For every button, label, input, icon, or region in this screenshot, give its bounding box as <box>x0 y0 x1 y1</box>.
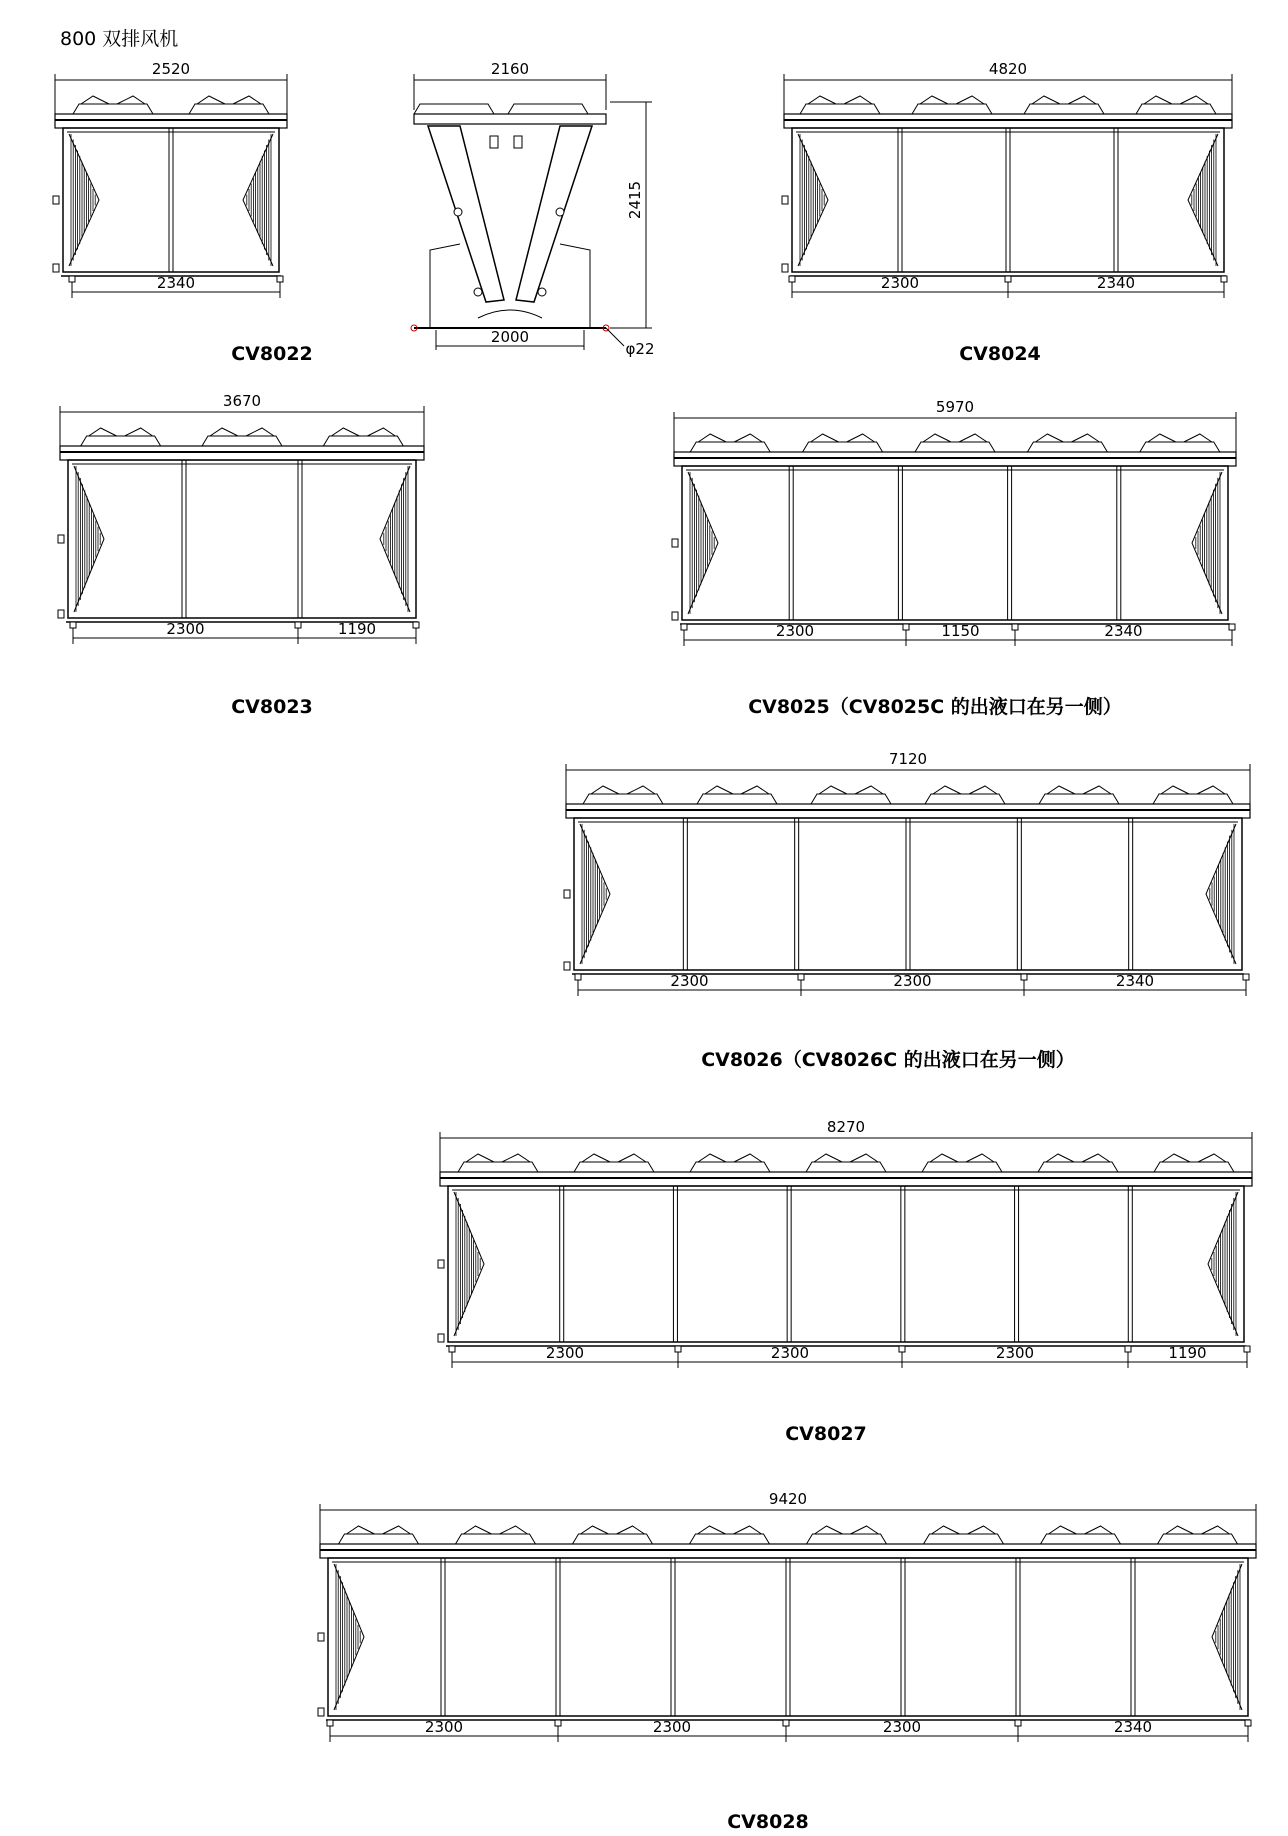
fan-guard <box>1180 96 1208 104</box>
fan-guard <box>1068 96 1096 104</box>
fan-icon <box>1136 96 1216 114</box>
segment-dimension-label: 2300 <box>775 622 815 640</box>
fan-guard <box>847 434 875 442</box>
coil-frame <box>68 460 416 618</box>
port-circle <box>454 208 462 216</box>
inlet-connector <box>318 1633 324 1641</box>
unit-cv8022 <box>53 60 313 365</box>
fan-icon <box>414 104 494 114</box>
segment-dimension-label: 2300 <box>893 972 932 990</box>
coil-frame <box>682 466 1228 620</box>
fan-icon <box>73 96 153 114</box>
fan-housing <box>915 442 995 452</box>
fan-guard <box>819 786 847 794</box>
fan-guard <box>89 428 117 436</box>
fan-guard <box>502 1154 530 1162</box>
fan-housing <box>912 104 992 114</box>
fan-guard <box>618 1154 646 1162</box>
inlet-connector <box>58 535 64 543</box>
fan-guard <box>582 1154 610 1162</box>
fan-guard <box>920 96 948 104</box>
fan-housing <box>1140 442 1220 452</box>
fan-housing <box>189 104 269 114</box>
fan-guard <box>734 1154 762 1162</box>
fan-icon <box>508 104 588 114</box>
model-caption: CV8028 <box>727 1811 809 1833</box>
fan-guard <box>81 96 109 104</box>
model-caption: CV8026（CV8026C 的出液口在另一侧） <box>701 1049 1075 1071</box>
fan-guard <box>698 1526 726 1534</box>
segment-dimension-label: 2340 <box>1096 274 1136 292</box>
fan-guard <box>811 434 839 442</box>
drain-pan <box>478 310 542 318</box>
fan-guard <box>850 1154 878 1162</box>
coil-fins-right <box>1188 134 1218 266</box>
support-foot <box>1243 974 1249 980</box>
fan-icon <box>690 434 770 452</box>
fan-icon <box>690 1154 770 1172</box>
segment-dimension-label: 1150 <box>941 622 980 640</box>
fan-guard <box>923 434 951 442</box>
support-foot <box>681 624 687 630</box>
fan-housing <box>925 794 1005 804</box>
overall-dimension-label: 2520 <box>151 60 191 78</box>
fan-housing <box>573 1534 653 1544</box>
port-circle <box>538 288 546 296</box>
fan-guard <box>705 786 733 794</box>
fan-icon <box>202 428 282 446</box>
fan-guard <box>125 428 153 436</box>
fan-guard <box>233 96 261 104</box>
fan-guard <box>1166 1526 1194 1534</box>
fan-icon <box>803 434 883 452</box>
fan-housing <box>690 1162 770 1172</box>
fan-guard <box>210 428 238 436</box>
segment-dimension-label: 2340 <box>156 274 196 292</box>
fan-housing <box>806 1162 886 1172</box>
support-foot <box>1125 1346 1131 1352</box>
outlet-connector <box>672 612 678 620</box>
fan-icon <box>924 1526 1004 1544</box>
coil-fins-left <box>74 466 104 612</box>
top-width-label: 2160 <box>490 60 530 78</box>
support-foot <box>1221 276 1227 282</box>
fan-icon <box>915 434 995 452</box>
fan-housing <box>458 1162 538 1172</box>
unit-cv8026 <box>564 750 1250 1071</box>
outlet-connector <box>564 962 570 970</box>
fan-housing <box>1024 104 1104 114</box>
fan-guard <box>367 428 395 436</box>
fan-icon <box>323 428 403 446</box>
coil-frame <box>448 1186 1244 1342</box>
fan-guard <box>1148 434 1176 442</box>
fan-guard <box>1197 786 1225 794</box>
fan-guard <box>1085 1526 1113 1534</box>
outlet-connector <box>438 1334 444 1342</box>
fan-guard <box>581 1526 609 1534</box>
fan-housing <box>811 794 891 804</box>
model-caption: CV8027 <box>785 1423 867 1445</box>
coil-frame <box>792 128 1224 272</box>
segment-dimension-label: 2300 <box>670 972 709 990</box>
fan-guard <box>464 1526 492 1534</box>
overall-dimension-label: 7120 <box>888 750 928 768</box>
fan-housing <box>922 1162 1002 1172</box>
base-width-label: 2000 <box>490 328 530 346</box>
hole-diameter-label: φ22 <box>625 340 655 358</box>
overall-dimension-label: 3670 <box>222 392 262 410</box>
fan-guard <box>331 428 359 436</box>
fan-guard <box>1161 786 1189 794</box>
fan-icon <box>922 1154 1002 1172</box>
unit-cv8023 <box>58 392 424 718</box>
leg-right <box>560 244 590 328</box>
fan-icon <box>574 1154 654 1172</box>
coil-fins-left <box>688 472 718 614</box>
fan-icon <box>1154 1154 1234 1172</box>
fan-guard <box>1198 1154 1226 1162</box>
fan-housing <box>583 794 663 804</box>
pipe-connector <box>514 136 522 148</box>
coil-frame <box>328 1558 1248 1716</box>
fan-housing <box>690 442 770 452</box>
fan-housing <box>1158 1534 1238 1544</box>
fan-guard <box>466 1154 494 1162</box>
segment-dimension-label: 2300 <box>652 1718 692 1736</box>
coil-right <box>516 126 592 302</box>
overall-dimension-label: 4820 <box>988 60 1028 78</box>
coil-fins-left <box>334 1564 364 1710</box>
support-foot <box>1015 1720 1021 1726</box>
fan-icon <box>925 786 1005 804</box>
coil-fins-left <box>798 134 828 266</box>
fan-housing <box>1041 1534 1121 1544</box>
coil-fins-right <box>1206 824 1236 964</box>
fan-guard <box>968 1526 996 1534</box>
fan-icon <box>583 786 663 804</box>
support-foot <box>783 1720 789 1726</box>
fan-icon <box>1153 786 1233 804</box>
fan-housing <box>924 1534 1004 1544</box>
fan-icon <box>807 1526 887 1544</box>
fan-guard <box>1046 1154 1074 1162</box>
fan-guard <box>844 96 872 104</box>
fan-housing <box>807 1534 887 1544</box>
unit-cv8025 <box>672 398 1236 718</box>
fan-icon <box>811 786 891 804</box>
coil-fins-right <box>1208 1192 1238 1336</box>
fan-guard <box>1162 1154 1190 1162</box>
coil-left <box>428 126 504 302</box>
fan-housing <box>690 1534 770 1544</box>
outlet-connector <box>318 1708 324 1716</box>
coil-fins-left <box>580 824 610 964</box>
fan-housing <box>1153 794 1233 804</box>
fan-icon <box>458 1154 538 1172</box>
segment-dimension-label: 2300 <box>770 1344 810 1362</box>
fan-housing <box>1154 1162 1234 1172</box>
segment-dimension-label: 2300 <box>995 1344 1035 1362</box>
fan-icon <box>81 428 161 446</box>
fan-guard <box>347 1526 375 1534</box>
fan-guard <box>1071 434 1099 442</box>
page-title: 800 双排风机 <box>60 28 179 50</box>
fan-guard <box>808 96 836 104</box>
fan-housing <box>1136 104 1216 114</box>
fan-guard <box>734 1526 762 1534</box>
fan-guard <box>698 434 726 442</box>
segment-dimension-label: 2300 <box>882 1718 922 1736</box>
support-foot <box>295 622 301 628</box>
segment-dimension-label: 2300 <box>880 274 920 292</box>
segment-dimension-label: 2300 <box>545 1344 585 1362</box>
fan-guard <box>1035 434 1063 442</box>
fan-guard <box>627 786 655 794</box>
fan-icon <box>1038 1154 1118 1172</box>
model-caption: CV8024 <box>959 343 1041 365</box>
fan-housing <box>202 436 282 446</box>
fan-guard <box>814 1154 842 1162</box>
support-foot <box>903 624 909 630</box>
support-foot <box>70 622 76 628</box>
fan-guard <box>956 96 984 104</box>
support-foot <box>575 974 581 980</box>
segment-dimension-label: 2300 <box>166 620 205 638</box>
support-foot <box>1005 276 1011 282</box>
coil-fins-right <box>243 134 273 266</box>
support-foot <box>413 622 419 628</box>
fan-guard <box>117 96 145 104</box>
segment-dimension-label: 2340 <box>1115 972 1155 990</box>
fan-guard <box>1032 96 1060 104</box>
fan-icon <box>1039 786 1119 804</box>
support-foot <box>899 1346 905 1352</box>
coil-frame <box>574 818 1242 970</box>
support-foot <box>277 276 283 282</box>
fan-deck <box>414 114 606 124</box>
fan-guard <box>617 1526 645 1534</box>
coil-fins-left <box>454 1192 484 1336</box>
fan-housing <box>697 794 777 804</box>
fan-icon <box>573 1526 653 1544</box>
segment-dimension-label: 1190 <box>1168 1344 1207 1362</box>
model-caption: CV8025（CV8025C 的出液口在另一侧） <box>748 696 1122 718</box>
support-foot <box>555 1720 561 1726</box>
support-foot <box>789 276 795 282</box>
unit-cv8028 <box>318 1490 1256 1833</box>
fan-housing <box>73 104 153 114</box>
fan-housing <box>1027 442 1107 452</box>
fan-guard <box>855 786 883 794</box>
fan-icon <box>1041 1526 1121 1544</box>
model-caption: CV8023 <box>231 696 313 718</box>
fan-guard <box>966 1154 994 1162</box>
fan-guard <box>734 434 762 442</box>
overall-dimension-label: 5970 <box>935 398 975 416</box>
fan-guard <box>851 1526 879 1534</box>
fan-guard <box>1082 1154 1110 1162</box>
end-view <box>411 60 654 358</box>
port-circle <box>556 208 564 216</box>
fan-housing <box>456 1534 536 1544</box>
fan-guard <box>959 434 987 442</box>
fan-guard <box>1047 786 1075 794</box>
unit-cv8027 <box>438 1118 1252 1445</box>
outlet-connector <box>53 264 59 272</box>
fan-icon <box>339 1526 419 1544</box>
fan-icon <box>1024 96 1104 114</box>
fan-guard <box>932 1526 960 1534</box>
inlet-connector <box>672 539 678 547</box>
leader-line <box>606 328 624 346</box>
fan-guard <box>591 786 619 794</box>
fan-housing <box>1039 794 1119 804</box>
fan-guard <box>1049 1526 1077 1534</box>
coil-fins-right <box>1192 472 1222 614</box>
support-foot <box>1244 1346 1250 1352</box>
fan-icon <box>697 786 777 804</box>
fan-guard <box>930 1154 958 1162</box>
support-foot <box>1021 974 1027 980</box>
port-circle <box>474 288 482 296</box>
fan-icon <box>806 1154 886 1172</box>
fan-icon <box>800 96 880 114</box>
fan-guard <box>383 1526 411 1534</box>
fan-icon <box>690 1526 770 1544</box>
leg-left <box>430 244 460 328</box>
support-foot <box>449 1346 455 1352</box>
support-foot <box>327 1720 333 1726</box>
fan-guard <box>698 1154 726 1162</box>
fan-guard <box>969 786 997 794</box>
fan-housing <box>803 442 883 452</box>
fan-housing <box>1038 1162 1118 1172</box>
inlet-connector <box>782 196 788 204</box>
fan-guard <box>1202 1526 1230 1534</box>
segment-dimension-label: 1190 <box>337 620 377 638</box>
fan-guard <box>500 1526 528 1534</box>
outlet-connector <box>58 610 64 618</box>
inlet-connector <box>53 196 59 204</box>
pipe-connector <box>490 136 498 148</box>
fan-guard <box>1184 434 1212 442</box>
overall-dimension-label: 9420 <box>768 1490 808 1508</box>
fan-guard <box>741 786 769 794</box>
fan-icon <box>1158 1526 1238 1544</box>
fan-guard <box>197 96 225 104</box>
fan-housing <box>81 436 161 446</box>
fan-housing <box>800 104 880 114</box>
height-label: 2415 <box>626 180 644 220</box>
fan-housing <box>323 436 403 446</box>
fan-guard <box>1144 96 1172 104</box>
fan-housing <box>574 1162 654 1172</box>
fan-icon <box>1027 434 1107 452</box>
coil-fins-left <box>69 134 99 266</box>
segment-dimension-label: 2340 <box>1113 1718 1153 1736</box>
coil-fins-right <box>380 466 410 612</box>
segment-dimension-label: 2340 <box>1104 622 1143 640</box>
support-foot <box>675 1346 681 1352</box>
fan-icon <box>912 96 992 114</box>
support-foot <box>69 276 75 282</box>
fan-housing <box>339 1534 419 1544</box>
segment-dimension-label: 2300 <box>424 1718 464 1736</box>
fan-icon <box>456 1526 536 1544</box>
unit-cv8024 <box>782 60 1232 365</box>
fan-icon <box>189 96 269 114</box>
fan-guard <box>1083 786 1111 794</box>
support-foot <box>1229 624 1235 630</box>
support-foot <box>798 974 804 980</box>
support-foot <box>1245 1720 1251 1726</box>
inlet-connector <box>564 890 570 898</box>
fan-icon <box>1140 434 1220 452</box>
fan-guard <box>246 428 274 436</box>
fan-guard <box>815 1526 843 1534</box>
outlet-connector <box>782 264 788 272</box>
model-caption: CV8022 <box>231 343 313 365</box>
overall-dimension-label: 8270 <box>826 1118 866 1136</box>
fan-guard <box>933 786 961 794</box>
support-foot <box>1012 624 1018 630</box>
coil-fins-right <box>1212 1564 1242 1710</box>
inlet-connector <box>438 1260 444 1268</box>
